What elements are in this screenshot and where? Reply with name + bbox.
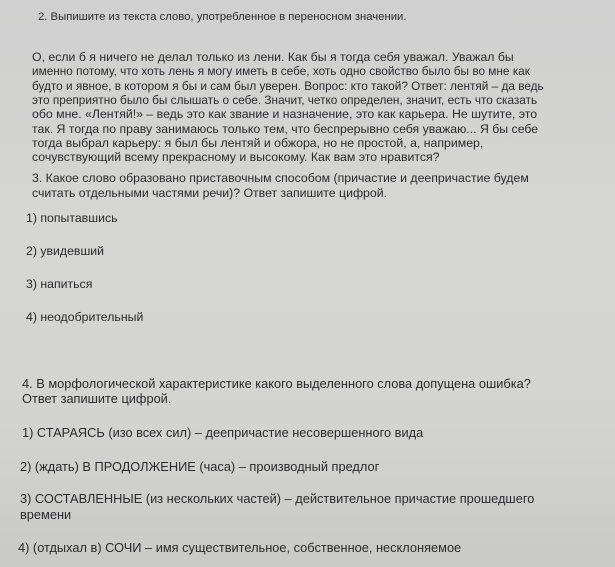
task4-option-3-continued: времени	[20, 507, 72, 522]
task3-option-1: 1) попытавшись	[26, 211, 118, 225]
text-line: это преприятно было бы слышать о себе. Значит, четко определен, значит, есть что сказать	[32, 93, 538, 107]
task3-option-2: 2) увидевший	[26, 244, 105, 258]
task4-option-3: 3) СОСТАВЛЕННЫЕ (из нескольких частей) – действительное причастие прошедшего	[20, 491, 535, 506]
text-line: так. Я тогда по праву занимаюсь только тем, что беспрерывно себя уважаю... Я бы себе	[32, 122, 539, 136]
text-line: обо мне. «Лентяй!» – ведь это как звание и назначение, это как карьера. Не шутите, это	[32, 107, 538, 121]
text-line: будто и явное, в котором я бы и сам был уверен. Вопрос: кто такой? Ответ: лентяй – да ведь	[32, 79, 544, 93]
task4-title-line: Ответ запишите цифрой.	[22, 391, 172, 406]
task3-option-3: 3) напиться	[26, 277, 93, 291]
task3-title-line: 3. Какое слово образовано приставочным способом (причастие и деепричастие будем	[32, 171, 529, 185]
text-line: сочувствующий всему прекрасному и высокому. Как вам это нравится?	[32, 150, 440, 164]
text-line: именно потому, что хоть лень я могу иметь в себе, хоть одно свойство было бы во мне как	[32, 64, 530, 78]
text-line: О, если б я ничего не делал только из лени. Как бы я тогда себя уважал. Уважал бы	[32, 50, 514, 64]
task2-title: 2. Выпишите из текста слово, употребленное в переносном значении.	[38, 11, 407, 23]
task4-title-line: 4. В морфологической характеристике какого выделенного слова допущена ошибка?	[22, 376, 531, 391]
task4-option-2: 2) (ждать) В ПРОДОЛЖЕНИЕ (часа) – производный предлог	[20, 459, 380, 474]
task4-option-1: 1) СТАРАЯСЬ (изо всех сил) – деепричастие несовершенного вида	[22, 425, 424, 440]
task3-title-line: считать отдельными частями речи)? Ответ запишите цифрой.	[32, 186, 388, 200]
text-line: тогда выбрал карьеру: я был бы лентяй и обжора, но не простой, а, например,	[32, 136, 484, 150]
task4-option-4: 4) (отдыхал в) СОЧИ – имя существительное, собственное, несклоняемое	[18, 540, 462, 555]
task3-option-4: 4) неодобрительный	[26, 310, 144, 324]
